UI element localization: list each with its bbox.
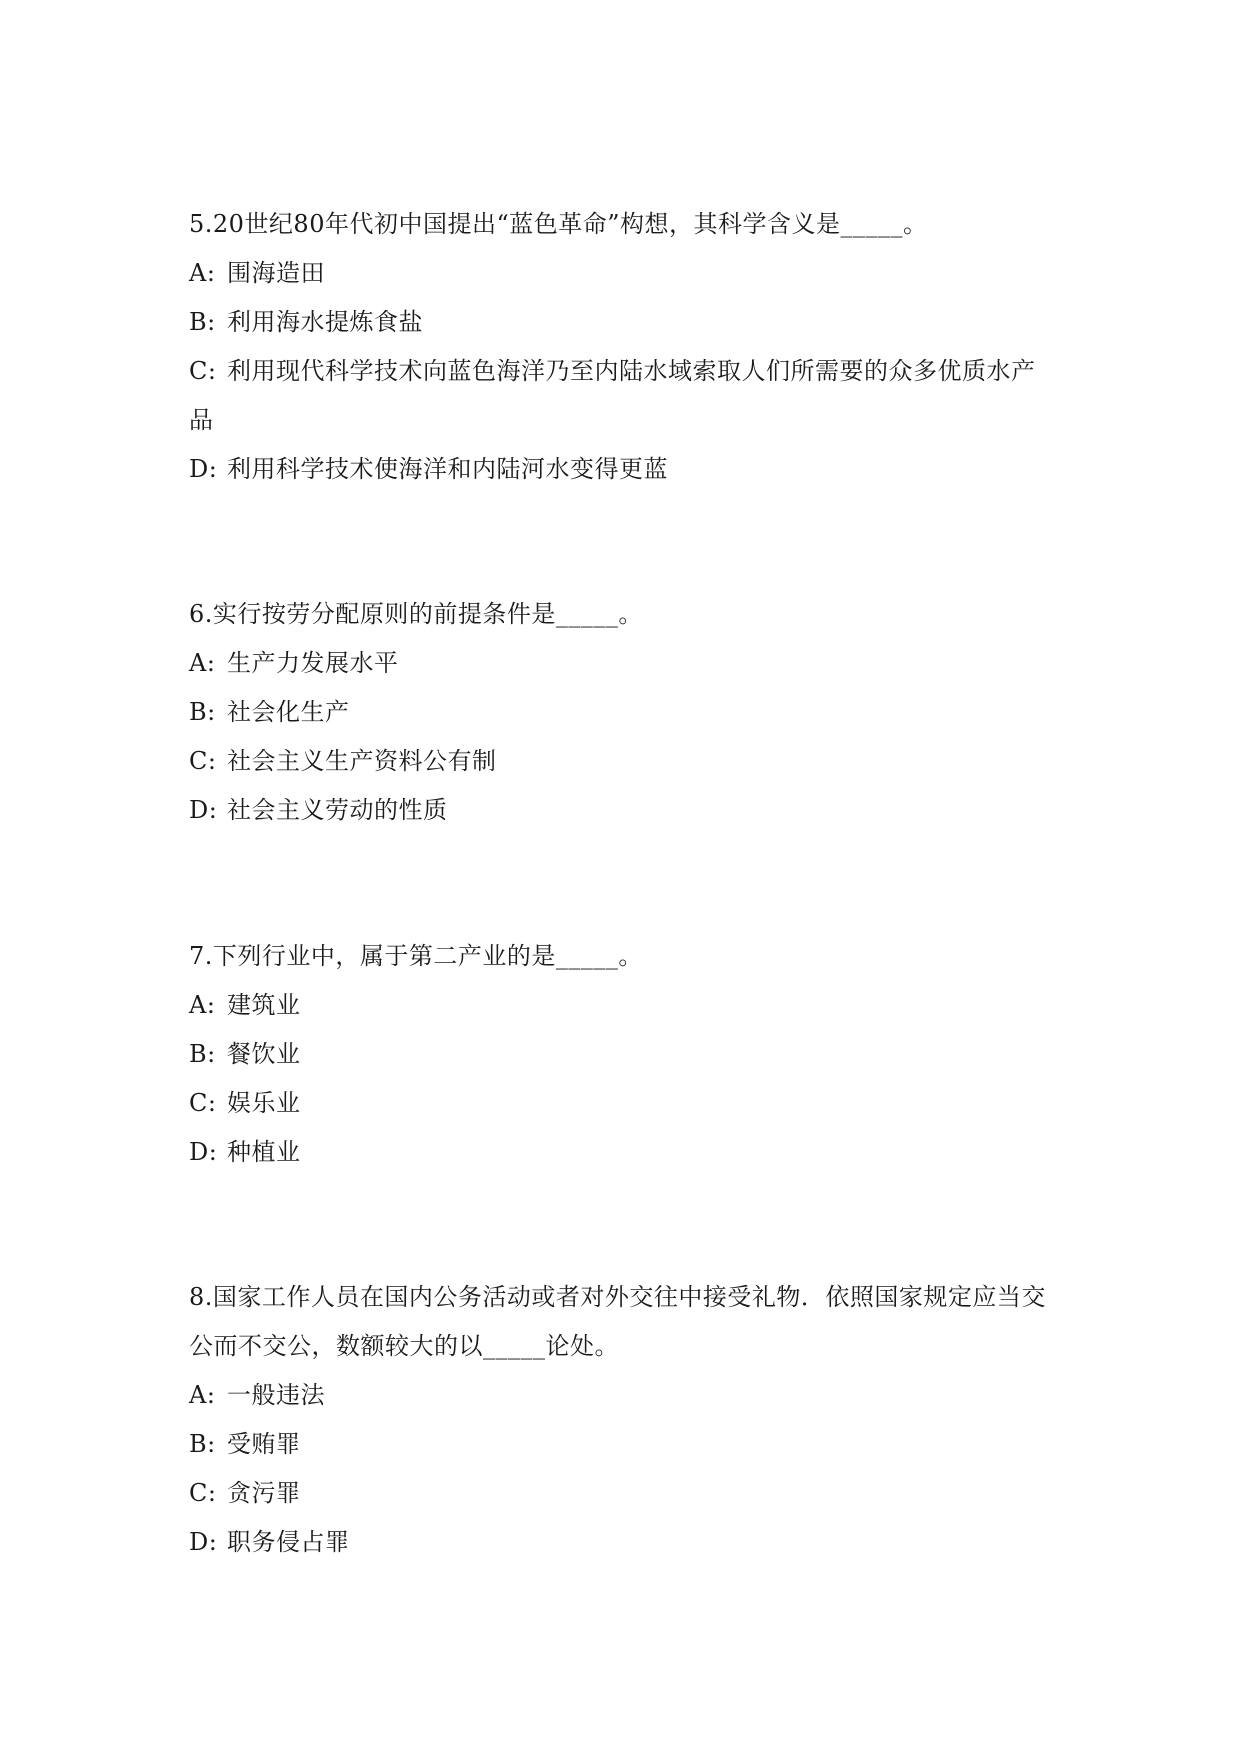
option-key: A:: [189, 649, 216, 677]
option-text: 受贿罪: [227, 1430, 301, 1458]
question-stem: 5.20世纪80年代初中国提出“蓝色革命”构想，其科学含义是_____。: [189, 210, 928, 238]
question-8: [189, 1273, 1059, 1567]
option-text: 娱乐业: [227, 1089, 301, 1117]
option-key: B:: [189, 698, 216, 726]
question-stem: 8.国家工作人员在国内公务活动或者对外交往中接受礼物．依照国家规定应当交公而不交公，数额较大的以_____论处。: [189, 1283, 1046, 1360]
option-key: A:: [189, 1381, 216, 1409]
option-key: B:: [189, 308, 216, 336]
option-c: [189, 347, 1059, 445]
option-key: A:: [189, 259, 216, 287]
option-key: D:: [189, 455, 218, 483]
option-text: 餐饮业: [227, 1040, 301, 1068]
option-key: A:: [189, 991, 216, 1019]
question-6: [189, 590, 1059, 835]
option-a: [189, 639, 1059, 688]
option-d: [189, 1518, 1059, 1567]
option-text: 建筑业: [227, 991, 301, 1019]
option-text: 贪污罪: [227, 1479, 301, 1507]
option-c: [189, 737, 1059, 786]
option-text: 社会主义劳动的性质: [227, 796, 448, 824]
question-7: [189, 932, 1059, 1177]
option-text: 社会主义生产资料公有制: [227, 747, 497, 775]
option-text: 一般违法: [227, 1381, 325, 1409]
option-text: 利用科学技术使海洋和内陆河水变得更蓝: [227, 455, 668, 483]
option-a: [189, 249, 1059, 298]
option-text: 利用现代科学技术向蓝色海洋乃至内陆水域索取人们所需要的众多优质水产品: [189, 357, 1036, 434]
option-text: 围海造田: [227, 259, 325, 287]
option-b: [189, 298, 1059, 347]
option-key: C:: [189, 747, 217, 775]
option-key: D:: [189, 1138, 218, 1166]
option-key: D:: [189, 1528, 218, 1556]
option-text: 职务侵占罪: [227, 1528, 350, 1556]
option-c: [189, 1079, 1059, 1128]
question-stem: 6.实行按劳分配原则的前提条件是_____。: [189, 600, 643, 628]
option-key: D:: [189, 796, 218, 824]
option-key: C:: [189, 1089, 217, 1117]
option-b: [189, 688, 1059, 737]
option-key: B:: [189, 1040, 216, 1068]
option-b: [189, 1030, 1059, 1079]
option-c: [189, 1469, 1059, 1518]
question-5: [189, 200, 1059, 494]
option-a: [189, 981, 1059, 1030]
question-stem: 7.下列行业中，属于第二产业的是_____。: [189, 942, 643, 970]
option-d: [189, 1128, 1059, 1177]
option-text: 种植业: [227, 1138, 301, 1166]
option-b: [189, 1420, 1059, 1469]
option-key: C:: [189, 357, 217, 385]
option-key: B:: [189, 1430, 216, 1458]
option-key: C:: [189, 1479, 217, 1507]
option-d: [189, 445, 1059, 494]
option-text: 生产力发展水平: [227, 649, 399, 677]
option-a: [189, 1371, 1059, 1420]
option-d: [189, 786, 1059, 835]
option-text: 社会化生产: [227, 698, 350, 726]
option-text: 利用海水提炼食盐: [227, 308, 423, 336]
